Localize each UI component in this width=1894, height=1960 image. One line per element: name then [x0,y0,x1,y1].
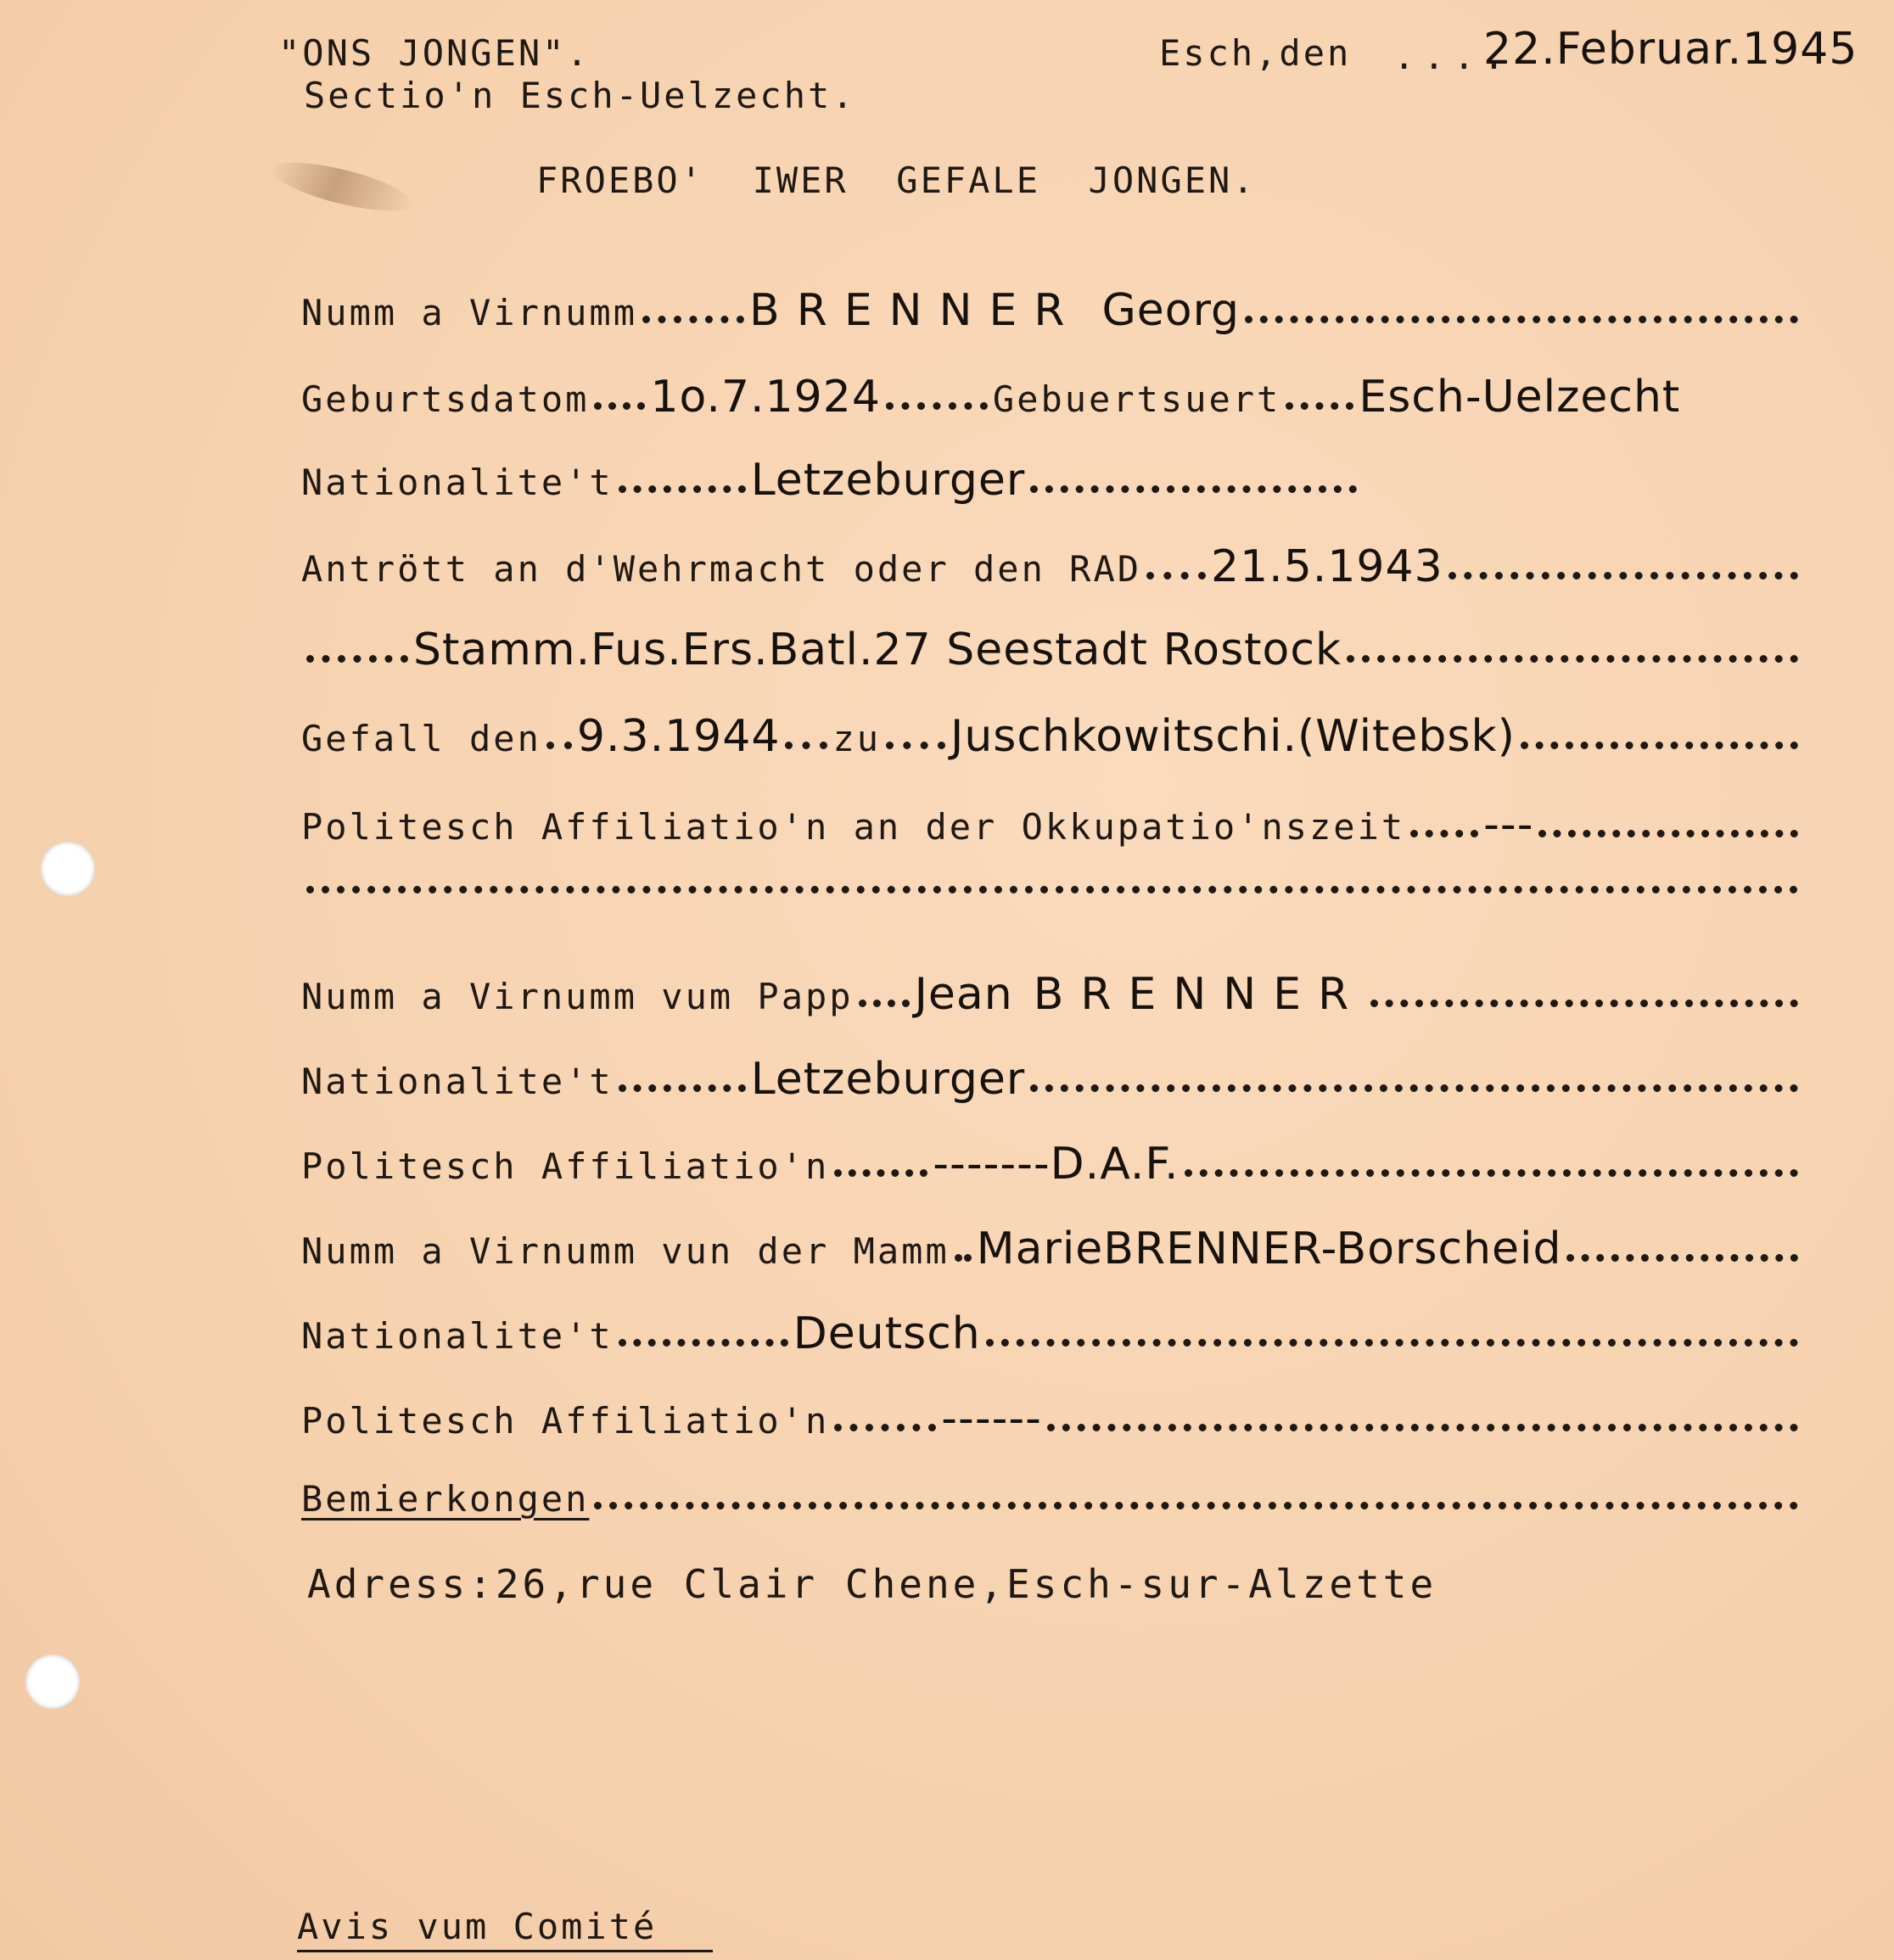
row-unit [301,624,1803,675]
row-death [301,711,1803,762]
mother-nationality-value: Deutsch [793,1308,981,1359]
father-political-value: -------D.A.F. [933,1139,1180,1190]
dots [306,886,1798,893]
row-blank [301,888,1803,895]
father-nationality-value: Letzeburger [750,1054,1026,1105]
dots [834,1424,936,1431]
punch-hole-top [41,842,95,896]
row-birth [301,372,1803,423]
remarks-label: Bemierkongen [301,1478,590,1520]
punch-hole-bottom [25,1655,80,1709]
dots [1521,742,1798,749]
row-remarks [301,1478,1803,1520]
dots [1047,1424,1798,1431]
row-mother-nationality [301,1308,1803,1359]
death-label: Gefall den [301,718,541,759]
dots [546,742,572,749]
dots [619,485,746,493]
political-occupation-value: --- [1483,799,1534,850]
mother-name-value: MarieBRENNER-Borscheid [976,1224,1562,1274]
name-label: Numm a Virnumm [301,292,638,333]
dots [1410,830,1478,837]
row-father-political [301,1139,1803,1190]
dots [1566,1254,1798,1262]
section-name: Sectio'n Esch-Uelzecht. [304,75,856,116]
birth-date-value: 1o.7.1924 [650,372,881,423]
enlistment-label: Antrött an d'Wehrmacht oder den RAD [301,548,1142,590]
dots [594,1502,1798,1509]
birth-place-label: Gebuertsuert [992,378,1281,420]
document-date: 22.Februar.1945 [1483,24,1858,75]
dots [986,1339,1798,1347]
birth-place-value: Esch-Uelzecht [1359,372,1681,423]
dots [619,1084,746,1092]
row-father-name [301,969,1803,1020]
organization-name: "ONS JONGEN". [278,32,591,74]
dots [1185,1169,1799,1177]
paper-smudge [268,153,417,221]
row-enlistment [301,541,1803,592]
political-occupation-label: Politesch Affiliatio'n an der Okkupatio'nszeit [301,806,1406,848]
dots [1030,1084,1798,1092]
dots [306,655,408,663]
dots [955,1254,972,1262]
row-political-occupation [301,799,1803,850]
dots [1449,572,1798,580]
dots [1245,316,1798,323]
father-nationality-label: Nationalite't [301,1061,614,1102]
birth-date-label: Geburtsdatom [301,378,590,420]
dots [1030,485,1357,493]
dots [834,1169,927,1177]
father-name-label: Numm a Virnumm vum Papp [301,976,854,1017]
form-title: FROEBO' IWER GEFALE JONGEN. [536,160,1257,201]
dots [1146,572,1206,580]
dots [859,1000,910,1007]
dots [785,742,827,749]
row-mother-political [301,1393,1803,1444]
dots [642,316,744,323]
mother-political-value: ------ [941,1393,1042,1444]
dots [619,1339,788,1347]
death-place: Juschkowitschi.(Witebsk) [950,711,1516,762]
dots [886,402,988,410]
row-father-nationality [301,1054,1803,1105]
mother-name-label: Numm a Virnumm vun der Mamm [301,1230,950,1272]
committee-label: Avis vum Comité [297,1906,658,1947]
enlistment-value: 21.5.1943 [1211,541,1443,592]
place-label: Esch,den [1159,32,1352,74]
committee-underline [297,1950,713,1952]
dots [1286,402,1353,410]
mother-nationality-label: Nationalite't [301,1315,614,1357]
dots [1347,655,1798,663]
death-date: 9.3.1944 [576,711,781,762]
dots [1370,1000,1798,1007]
dots [886,742,945,749]
row-mother-name [301,1224,1803,1274]
nationality-value: Letzeburger [750,455,1026,506]
address: Adress:26,rue Clair Chene,Esch-sur-Alzette [307,1561,1437,1607]
dots [594,402,645,410]
death-place-label: zu [832,718,882,759]
row-nationality [301,455,1362,506]
name-given: Georg [1101,285,1241,336]
dots [1538,830,1798,837]
nationality-label: Nationalite't [301,462,614,503]
father-political-label: Politesch Affiliatio'n [301,1145,830,1187]
row-name [301,285,1803,336]
name-surname: BRENNER [749,285,1082,336]
father-surname: BRENNER [1033,969,1366,1020]
place-dots: .... [1393,36,1514,77]
mother-political-label: Politesch Affiliatio'n [301,1400,830,1442]
father-given: Jean [914,969,1013,1020]
unit-value: Stamm.Fus.Ers.Batl.27 Seestadt Rostock [413,624,1342,675]
